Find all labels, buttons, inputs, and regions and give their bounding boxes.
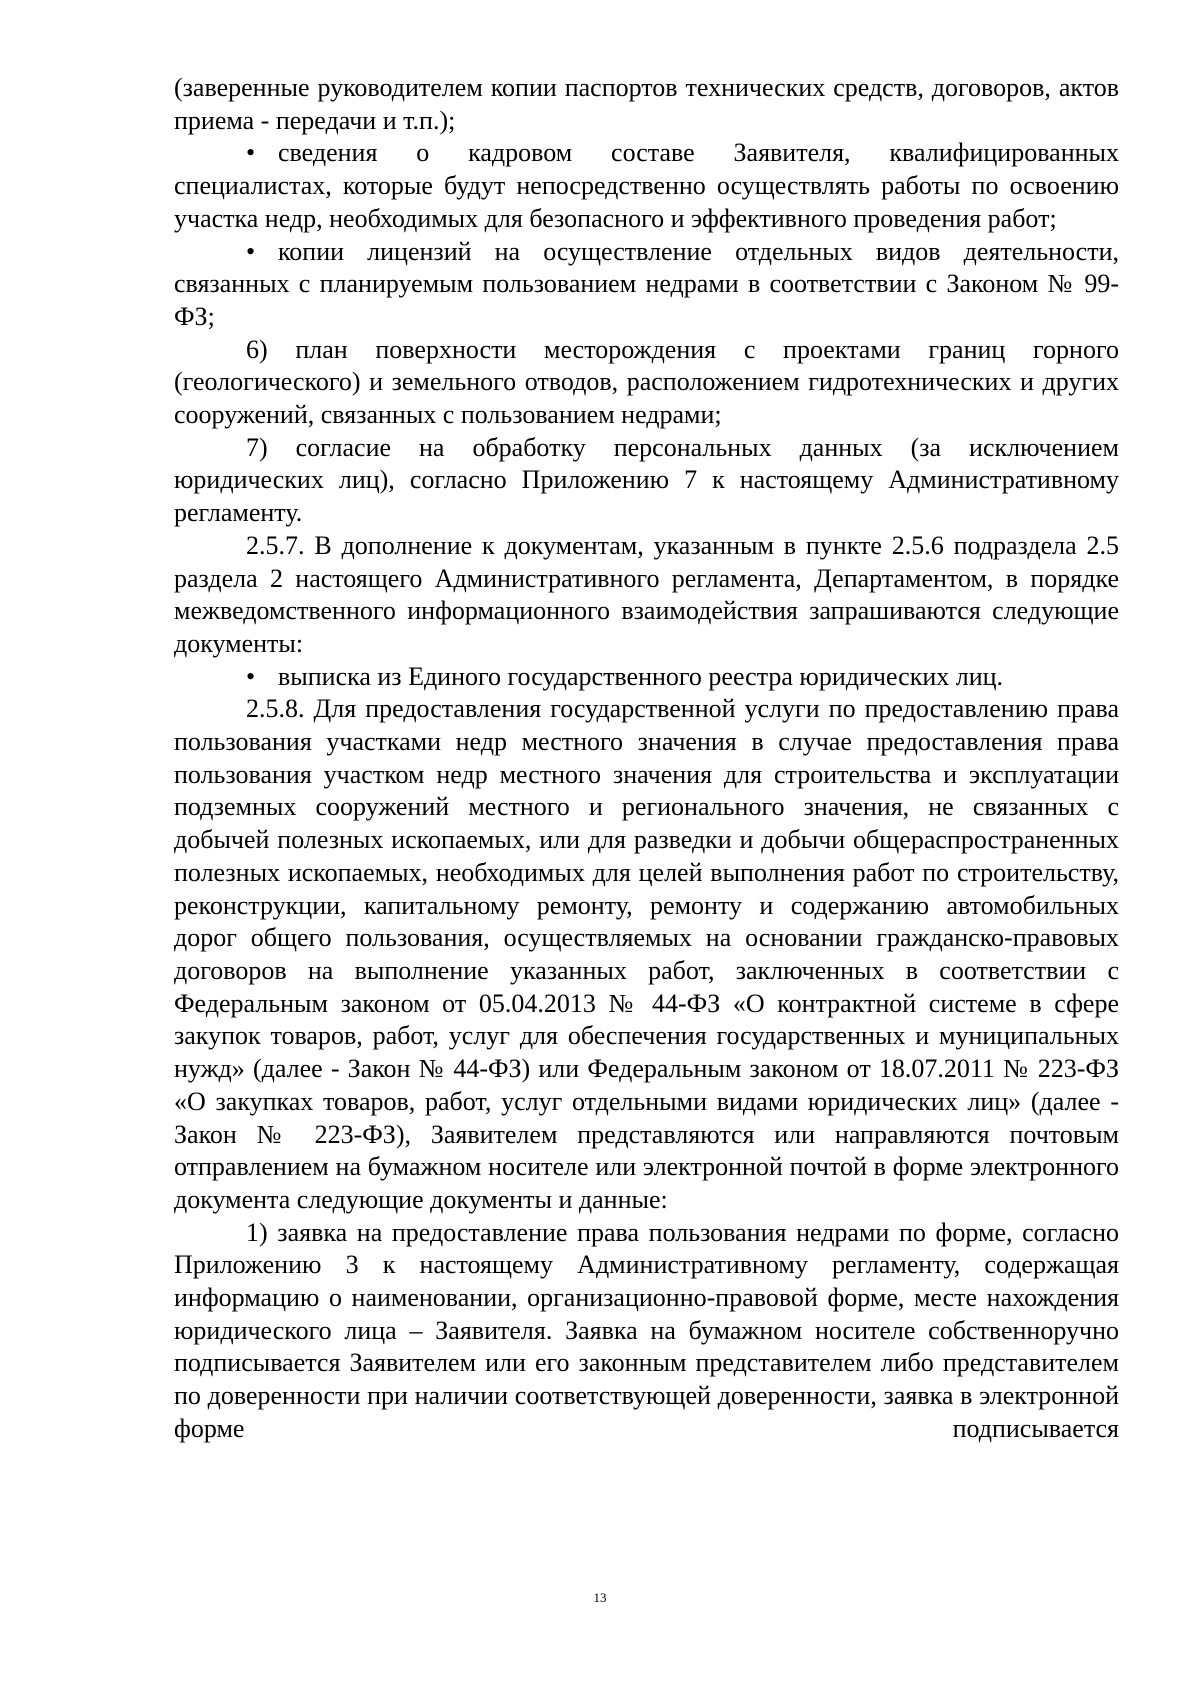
paragraph-intro: (заверенные руководителем копии паспортов технических средств, договоров, актов приема - передачи и т.п.); [174,73,1119,135]
document-page [174,72,1119,1446]
bullet-item-egrul [174,661,1119,694]
bullet-icon [246,236,278,269]
paragraph-2-5-8: 2.5.8. Для предоставления государственной услуги по предоставлению права пользования участками недр местного значения в случае предоставления права пользования участком недр местного значения для строительства и эксплуатации подземных сооружений местного и регионального значения, не связанных с добычей полезных ископаемых, или для разведки и добычи общераспространенных полезных ископаемых, необходимых для целей выполнения работ по строительству, реконструкции, капитальному ремонту, ремонту и содержанию автомобильных дорог общего пользования, осуществляемых на основании гражданско-правовых договоров на выполнение указанных работ, заключенных в соответствии с Федеральным законом от 05.04.2013 № 44-ФЗ «О контрактной системе в сфере закупок товаров, работ, услуг для обеспечения государственных и муниципальных нужд» (далее - Закон № 44-ФЗ) или Федеральным законом от 18.07.2011 № 223-ФЗ «О закупках товаров, работ, услуг отдельными видами юридических лиц» (далее - Закон № 223-ФЗ), Заявителем представляются или направляются почтовым отправлением на бумажном носителе или электронной почтой в форме электронного документа следующие документы и данные: [174,694,1119,1214]
bullet-icon [246,661,278,694]
paragraph-item-7: 7) согласие на обработку персональных данных (за исключением юридических лиц), согласно Приложению 7 к настоящему Административному регламенту. [174,432,1119,528]
paragraph-item-1: 1) заявка на предоставление права пользования недрами по форме, согласно Приложению 3 к настоящему Административному регламенту, содержащая информацию о наименовании, организационно-правовой форме, месте нахождения юридического лица – Заявителя. Заявка на бумажном носителе собственноручно подписывается Заявителем или его законным представителем либо представителем по доверенности при наличии соответствующей доверенности, заявка в электронной форме подписывается [174,1217,1119,1443]
paragraph-2-5-7: 2.5.7. В дополнение к документам, указанным в пункте 2.5.6 подраздела 2.5 раздела 2 настоящего Административного регламента, Департаментом, в порядке межведомственного информационного взаимодействия запрашиваются следующие документы: [174,530,1119,658]
bullet-item-staff [174,137,1119,235]
bullet-icon [246,137,278,170]
bullet-text-staff: сведения о кадровом составе Заявителя, квалифицированных специалистах, которые будут непосредственно осуществлять работы по освоению участка недр, необходимых для безопасного и эффективного проведения работ; [174,138,1119,233]
paragraph-item-6: 6) план поверхности месторождения с проектами границ горного (геологического) и земельного отводов, расположением гидротехнических и других сооружений, связанных с пользованием недрами; [174,334,1119,430]
bullet-item-licenses [174,236,1119,334]
page-number: 13 [593,1590,607,1605]
bullet-text-licenses: копии лицензий на осуществление отдельных видов деятельности, связанных с планируемым пользованием недрами в соответствии с Законом № 99-ФЗ; [174,236,1119,331]
bullet-text-egrul: выписка из Единого государственного реестра юридических лиц. [278,661,1004,691]
